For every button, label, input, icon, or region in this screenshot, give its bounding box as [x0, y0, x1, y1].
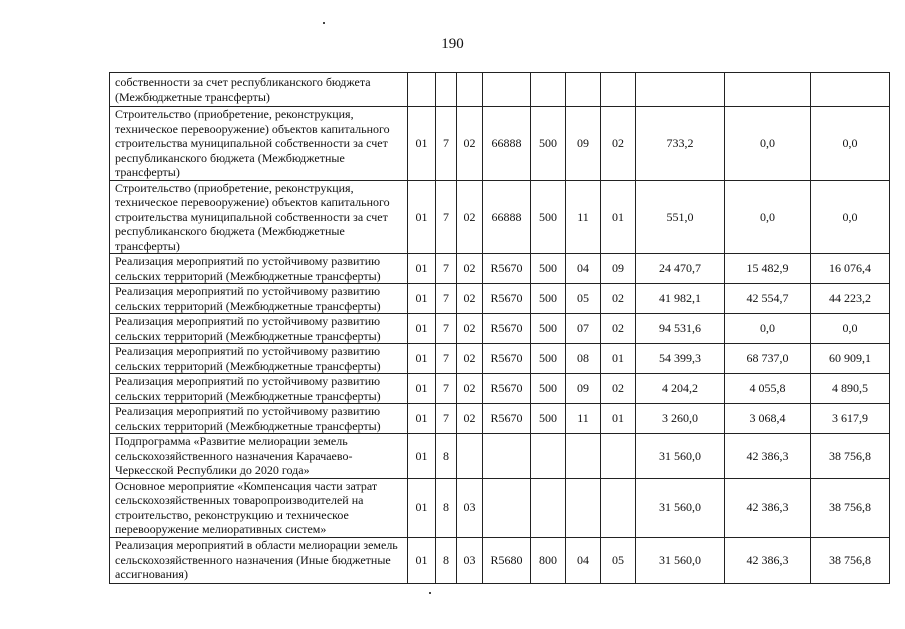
amount-year-1: 31 560,0 [636, 434, 725, 479]
code-program: 01 [408, 404, 436, 434]
table-row [110, 344, 890, 374]
amount-year-2: 0,0 [725, 107, 811, 181]
amount-year-2: 4 055,8 [725, 374, 811, 404]
code-activity: 02 [457, 404, 483, 434]
code-section: 07 [566, 314, 601, 344]
amount-year-1: 24 470,7 [636, 254, 725, 284]
code-subsection: 02 [601, 374, 636, 404]
code-expense-type: 500 [531, 404, 566, 434]
code-program: 01 [408, 180, 436, 254]
code-activity: 02 [457, 374, 483, 404]
code-direction: R5670 [483, 284, 531, 314]
code-subsection [601, 73, 636, 107]
table-row [110, 284, 890, 314]
code-expense-type: 500 [531, 374, 566, 404]
table-row [110, 537, 890, 583]
code-activity: 02 [457, 107, 483, 181]
code-program: 01 [408, 344, 436, 374]
item-description: Реализация мероприятий по устойчивому развитию сельских территорий (Межбюджетные трансферты) [110, 404, 408, 434]
budget-table [109, 72, 890, 584]
code-subsection: 05 [601, 537, 636, 583]
code-subprogram: 8 [436, 537, 457, 583]
code-activity [457, 73, 483, 107]
code-program [408, 73, 436, 107]
code-subsection: 09 [601, 254, 636, 284]
amount-year-3: 60 909,1 [811, 344, 890, 374]
code-direction: 66888 [483, 180, 531, 254]
scan-speck [429, 592, 431, 594]
code-direction [483, 478, 531, 537]
amount-year-1: 733,2 [636, 107, 725, 181]
amount-year-3: 38 756,8 [811, 537, 890, 583]
amount-year-1: 54 399,3 [636, 344, 725, 374]
code-subsection: 02 [601, 107, 636, 181]
code-subprogram: 7 [436, 404, 457, 434]
item-description: Строительство (приобретение, реконструкция, техническое перевооружение) объектов капитального строительства муниципальной собственности за счет республиканского бюджета (Межбюджетные трансферты) [110, 180, 408, 254]
code-direction: R5670 [483, 344, 531, 374]
code-program: 01 [408, 314, 436, 344]
amount-year-3 [811, 73, 890, 107]
code-section: 05 [566, 284, 601, 314]
code-subprogram: 7 [436, 374, 457, 404]
amount-year-3: 3 617,9 [811, 404, 890, 434]
amount-year-1: 41 982,1 [636, 284, 725, 314]
item-description: Реализация мероприятий в области мелиорации земель сельскохозяйственного назначения (Иные бюджетные ассигнования) [110, 537, 408, 583]
amount-year-3: 0,0 [811, 180, 890, 254]
amount-year-2: 42 554,7 [725, 284, 811, 314]
item-description: Реализация мероприятий по устойчивому развитию сельских территорий (Межбюджетные трансферты) [110, 284, 408, 314]
amount-year-3: 38 756,8 [811, 434, 890, 479]
code-expense-type [531, 434, 566, 479]
amount-year-1 [636, 73, 725, 107]
code-subsection [601, 434, 636, 479]
code-direction: R5670 [483, 254, 531, 284]
code-subsection [601, 478, 636, 537]
code-program: 01 [408, 107, 436, 181]
code-section: 04 [566, 537, 601, 583]
code-subprogram: 7 [436, 284, 457, 314]
table-row [110, 107, 890, 181]
item-description: Реализация мероприятий по устойчивому развитию сельских территорий (Межбюджетные трансферты) [110, 374, 408, 404]
code-section [566, 434, 601, 479]
code-program: 01 [408, 478, 436, 537]
code-direction: R5670 [483, 374, 531, 404]
table-row [110, 180, 890, 254]
amount-year-3: 0,0 [811, 107, 890, 181]
code-section [566, 73, 601, 107]
table-row [110, 478, 890, 537]
scan-speck [323, 22, 325, 24]
code-expense-type: 500 [531, 254, 566, 284]
code-expense-type: 800 [531, 537, 566, 583]
code-program: 01 [408, 537, 436, 583]
code-section: 09 [566, 107, 601, 181]
code-subsection: 01 [601, 344, 636, 374]
table-row [110, 73, 890, 107]
amount-year-2: 15 482,9 [725, 254, 811, 284]
code-subprogram: 7 [436, 107, 457, 181]
code-activity: 02 [457, 254, 483, 284]
amount-year-1: 551,0 [636, 180, 725, 254]
code-subprogram: 8 [436, 478, 457, 537]
code-direction: R5670 [483, 314, 531, 344]
item-description: Основное мероприятие «Компенсация части затрат сельскохозяйственных товаропроизводителей на строительство, реконструкцию и техническое перевооружение мелиоративных систем» [110, 478, 408, 537]
code-expense-type: 500 [531, 314, 566, 344]
amount-year-2: 68 737,0 [725, 344, 811, 374]
code-expense-type: 500 [531, 180, 566, 254]
code-activity: 02 [457, 344, 483, 374]
code-direction: 66888 [483, 107, 531, 181]
amount-year-3: 44 223,2 [811, 284, 890, 314]
amount-year-1: 3 260,0 [636, 404, 725, 434]
code-activity: 03 [457, 537, 483, 583]
item-description: Подпрограмма «Развитие мелиорации земель сельскохозяйственного назначения Карачаево-Черкесской Республики до 2020 года» [110, 434, 408, 479]
code-program: 01 [408, 374, 436, 404]
amount-year-2 [725, 73, 811, 107]
code-activity: 02 [457, 284, 483, 314]
item-description: Реализация мероприятий по устойчивому развитию сельских территорий (Межбюджетные трансферты) [110, 314, 408, 344]
code-program: 01 [408, 254, 436, 284]
table-row [110, 374, 890, 404]
table-row [110, 404, 890, 434]
table-row [110, 254, 890, 284]
table-row [110, 434, 890, 479]
code-expense-type [531, 478, 566, 537]
code-activity: 02 [457, 180, 483, 254]
code-expense-type: 500 [531, 344, 566, 374]
code-subprogram [436, 73, 457, 107]
amount-year-3: 4 890,5 [811, 374, 890, 404]
amount-year-2: 42 386,3 [725, 537, 811, 583]
amount-year-3: 0,0 [811, 314, 890, 344]
amount-year-2: 0,0 [725, 314, 811, 344]
code-subprogram: 8 [436, 434, 457, 479]
code-direction: R5680 [483, 537, 531, 583]
code-subprogram: 7 [436, 314, 457, 344]
code-section: 09 [566, 374, 601, 404]
code-program: 01 [408, 284, 436, 314]
table-body [110, 73, 890, 584]
code-subsection: 01 [601, 404, 636, 434]
item-description: Реализация мероприятий по устойчивому развитию сельских территорий (Межбюджетные трансферты) [110, 254, 408, 284]
item-description: Реализация мероприятий по устойчивому развитию сельских территорий (Межбюджетные трансферты) [110, 344, 408, 374]
code-subsection: 02 [601, 284, 636, 314]
code-activity: 02 [457, 314, 483, 344]
amount-year-3: 38 756,8 [811, 478, 890, 537]
amount-year-2: 42 386,3 [725, 434, 811, 479]
code-subsection: 02 [601, 314, 636, 344]
amount-year-2: 3 068,4 [725, 404, 811, 434]
code-direction: R5670 [483, 404, 531, 434]
code-subprogram: 7 [436, 344, 457, 374]
code-activity [457, 434, 483, 479]
amount-year-1: 94 531,6 [636, 314, 725, 344]
code-section: 11 [566, 180, 601, 254]
code-expense-type: 500 [531, 107, 566, 181]
amount-year-1: 31 560,0 [636, 537, 725, 583]
table-row [110, 314, 890, 344]
code-direction [483, 73, 531, 107]
code-program: 01 [408, 434, 436, 479]
amount-year-1: 31 560,0 [636, 478, 725, 537]
page-number: 190 [441, 36, 464, 52]
code-subprogram: 7 [436, 254, 457, 284]
code-section: 08 [566, 344, 601, 374]
amount-year-2: 42 386,3 [725, 478, 811, 537]
code-section: 04 [566, 254, 601, 284]
code-expense-type [531, 73, 566, 107]
amount-year-1: 4 204,2 [636, 374, 725, 404]
code-section [566, 478, 601, 537]
code-direction [483, 434, 531, 479]
code-activity: 03 [457, 478, 483, 537]
code-expense-type: 500 [531, 284, 566, 314]
code-subsection: 01 [601, 180, 636, 254]
item-description: Строительство (приобретение, реконструкция, техническое перевооружение) объектов капитального строительства муниципальной собственности за счет республиканского бюджета (Межбюджетные трансферты) [110, 107, 408, 181]
code-section: 11 [566, 404, 601, 434]
code-subprogram: 7 [436, 180, 457, 254]
item-description: собственности за счет республиканского бюджета (Межбюджетные трансферты) [110, 73, 408, 107]
amount-year-3: 16 076,4 [811, 254, 890, 284]
amount-year-2: 0,0 [725, 180, 811, 254]
